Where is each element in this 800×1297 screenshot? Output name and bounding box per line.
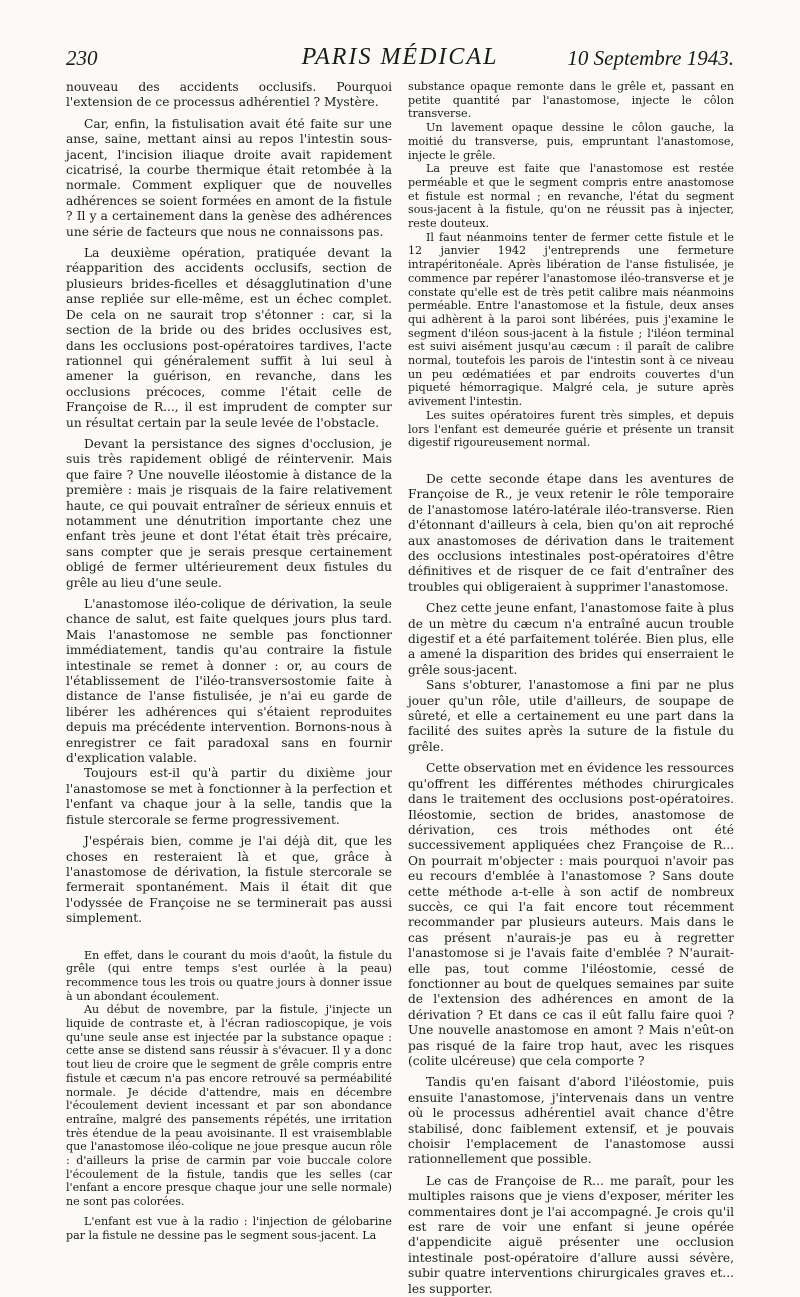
journal-title: PARIS MÉDICAL <box>301 44 499 70</box>
paragraph: L'anastomose iléo-colique de dérivation, la seule chance de salut, est faite quelques jours plus tard. Mais l'anastomose ne semble pas fonctionner immédiatement, tandis qu'au contraire la fistule intestinale se remet à donner : or, au cours de l'établissement de l'iléo-transversostomie faite à distance de l'anse fistulisée, je n'ai eu garde de libérer les adhérences qui s'étaient reproduites depuis ma précédente intervention. Bornons-nous à enregistrer ce fait paradoxal sans en fournir d'explication valable. <box>66 597 392 766</box>
paragraph: nouveau des accidents occlusifs. Pourquoi l'extension de ce processus adhérentiel ? Mystère. <box>66 80 392 110</box>
left-column <box>66 80 392 1242</box>
paragraph: substance opaque remonte dans le grêle et, passant en petite quantité par l'anastomose, injecte le côlon transverse. <box>408 80 734 121</box>
paragraph: Chez cette jeune enfant, l'anastomose faite à plus de un mètre du cæcum n'a entraîné aucun trouble digestif et a été parfaitement tolérée. Bien plus, elle a amené la disparition des brides qui enserraient le grêle sous-jacent. <box>408 601 734 677</box>
right-column <box>408 80 734 1296</box>
paragraph: De cette seconde étape dans les aventures de Françoise de R., je veux retenir le rôle temporaire de l'anastomose latéro-latérale iléo-transverse. Rien d'étonnant d'ailleurs à cela, bien qu'on ait reproché aux anastomoses de dérivation dans le traitement des occlusions intestinales post-opératoires d'être définitives et de risquer de ce fait d'entraîner des troubles qui obligeraient à supprimer l'anastomose. <box>408 471 734 594</box>
page-number: 230 <box>66 46 98 70</box>
paragraph: Toujours est-il qu'à partir du dixième jour l'anastomose se met à fonctionner à la perfection et l'enfant va chaque jour à la selle, tandis que la fistule stercorale se ferme progressivement. <box>66 766 392 827</box>
issue-date: 10 Septembre 1943. <box>567 46 734 70</box>
paragraph: Au début de novembre, par la fistule, j'injecte un liquide de contraste et, à l'écran radioscopique, je vois qu'une seule anse est injectée par la substance opaque : cette anse se distend sans réussir à s'évacuer. Il y a donc tout lieu de croire que le segment de grêle compris entre fistule et cæcum n'a pas encore retrouvé sa perméabilité normale. Je décide d'attendre, mais en décembre l'écoulement devient incessant et par son abondance entraîne, malgré des pansements répétés, une irritation très étendue de la peau avoisinante. Il est vraisemblable que l'anastomose iléo-colique ne joue presque aucun rôle : d'ailleurs la prise de carmin par voie buccale colore l'écoulement de la fistule, tandis que les selles (car l'enfant a encore presque chaque jour une selle normale) ne sont pas colorées. <box>66 1003 392 1209</box>
paragraph: Devant la persistance des signes d'occlusion, je suis très rapidement obligé de réintervenir. Mais que faire ? Une nouvelle iléostomie à distance de la première : mais je risquais de la faire relativement haute, ce qui pouvait entraîner de sérieux ennuis et notamment une dénutrition importante chez une enfant très jeune et dont l'état était très précaire, sans compter que je serais presque certainement obligé de fermer ultérieurement deux fistules du grêle au lieu d'une seule. <box>66 436 392 590</box>
paragraph: Un lavement opaque dessine le côlon gauche, la moitié du transverse, puis, empruntant l'anastomose, injecte le grêle. <box>408 121 734 162</box>
running-header <box>66 40 734 74</box>
paragraph: Sans s'obturer, l'anastomose a fini par ne plus jouer qu'un rôle, utile d'ailleurs, de soupape de sûreté, et elle a certainement eu une part dans la facilité des suites après la suture de la fistule du grêle. <box>408 678 734 754</box>
paragraph: La preuve est faite que l'anastomose est restée perméable et que le segment compris entre anastomose et fistule est normal ; en revanche, l'état du segment sous-jacent à la fistule, qu'on ne réussit pas à injecter, reste douteux. <box>408 162 734 231</box>
paragraph: Car, enfin, la fistulisation avait été faite sur une anse, saine, mettant ainsi au repos l'intestin sous-jacent, l'incision iliaque droite avait rapidement cicatrisé, la courbe thermique était retombée à la normale. Comment expliquer que de nouvelles adhérences se soient formées en amont de la fistule ? Il y a certainement dans la genèse des adhérences une série de facteurs que nous ne connaissons pas. <box>66 116 392 239</box>
paragraph: La deuxième opération, pratiquée devant la réapparition des accidents occlusifs, section de plusieurs brides-ficelles et désagglutination d'une anse repliée sur elle-même, est un échec complet. De cela on ne saurait trop s'étonner : car, si la section de la bride ou des brides occlusives est, dans les occlusions post-opératoires tardives, l'acte rationnel qui généralement suffit à lui seul à amener la guérison, en revanche, dans les occlusions précoces, comme l'était celle de Françoise de R..., il est imprudent de compter sur un résultat certain par la seule levée de l'obstacle. <box>66 246 392 430</box>
paragraph: En effet, dans le courant du mois d'août, la fistule du grêle (qui entre temps s'est ourlée à la peau) recommence tous les trois ou quatre jours à donner issue à un abondant écoulement. <box>66 948 392 1003</box>
paragraph: L'enfant est vue à la radio : l'injection de gélobarine par la fistule ne dessine pas le segment sous-jacent. La <box>66 1214 392 1242</box>
paragraph: Le cas de Françoise de R... me paraît, pour les multiples raisons que je viens d'exposer, mériter les commentaires dont je l'ai accompagné. Je crois qu'il est rare de voir une enfant si jeune opérée d'appendicite aiguë présenter une occlusion intestinale post-opératoire d'allure aussi sévère, subir quatre interventions chirurgicales graves et... les supporter. <box>408 1173 734 1296</box>
paragraph: Les suites opératoires furent très simples, et depuis lors l'enfant est demeurée guérie et présente un transit digestif rigoureusement normal. <box>408 408 734 450</box>
paragraph: J'espérais bien, comme je l'ai déjà dit, que les choses en resteraient là et que, grâce à l'anastomose de dérivation, la fistule stercorale se fermerait spontanément. Mais il était dit que l'odyssée de Françoise ne se terminerait pas aussi simplement. <box>66 834 392 926</box>
paragraph: Cette observation met en évidence les ressources qu'offrent les différentes méthodes chirurgicales dans le traitement des occlusions post-opératoires. Iléostomie, section de brides, anastomose de dérivation, ces trois méthodes ont été successivement appliquées chez Françoise de R... On pourrait m'objecter : mais pourquoi n'avoir pas eu recours d'emblée à l'anastomose ? Sans doute cette méthode a-t-elle à son actif de nombreux succès, ce qui l'a fait encore tout récemment recommander par plusieurs auteurs. Mais dans le cas présent n'aurais-je pas eu à regretter l'anastomose si je l'avais faite d'emblée ? N'aurait-elle pas, tout comme l'iléostomie, cessé de fonctionner au bout de quelques semaines par suite de l'extension des adhérences en amont de la dérivation ? Et dans ce cas il eût fallu faire quoi ? Une nouvelle anastomose en amont ? Mais n'eût-on pas risqué de la faire trop haut, avec les risques (colite ulcéreuse) que cela comporte ? <box>408 761 734 1069</box>
paragraph: Il faut néanmoins tenter de fermer cette fistule et le 12 janvier 1942 j'entreprends une fermeture intrapéritonéale. Après libération de l'anse fistulisée, je commence par repérer l'anastomose iléo-transverse et je constate qu'elle est de très petit calibre mais néanmoins perméable. Entre l'anastomose et la fistule, deux anses qui adhèrent à la paroi sont libérées, puis j'examine le segment d'iléon sous-jacent à la fistule ; l'iléon terminal est suivi aisément jusqu'au cæcum : il paraît de calibre normal, toutefois les parois de l'intestin sont à ce niveau un peu œdématiées et par endroits couvertes d'un piqueté hémorragique. Malgré cela, je suture après avivement l'intestin. <box>408 230 734 409</box>
paragraph: Tandis qu'en faisant d'abord l'iléostomie, puis ensuite l'anastomose, j'intervenais dans un ventre où le processus adhérentiel avait chance d'être stabilisé, donc faiblement extensif, et je pouvais choisir l'emplacement de l'anastomose aussi rationnellement que possible. <box>408 1075 734 1167</box>
